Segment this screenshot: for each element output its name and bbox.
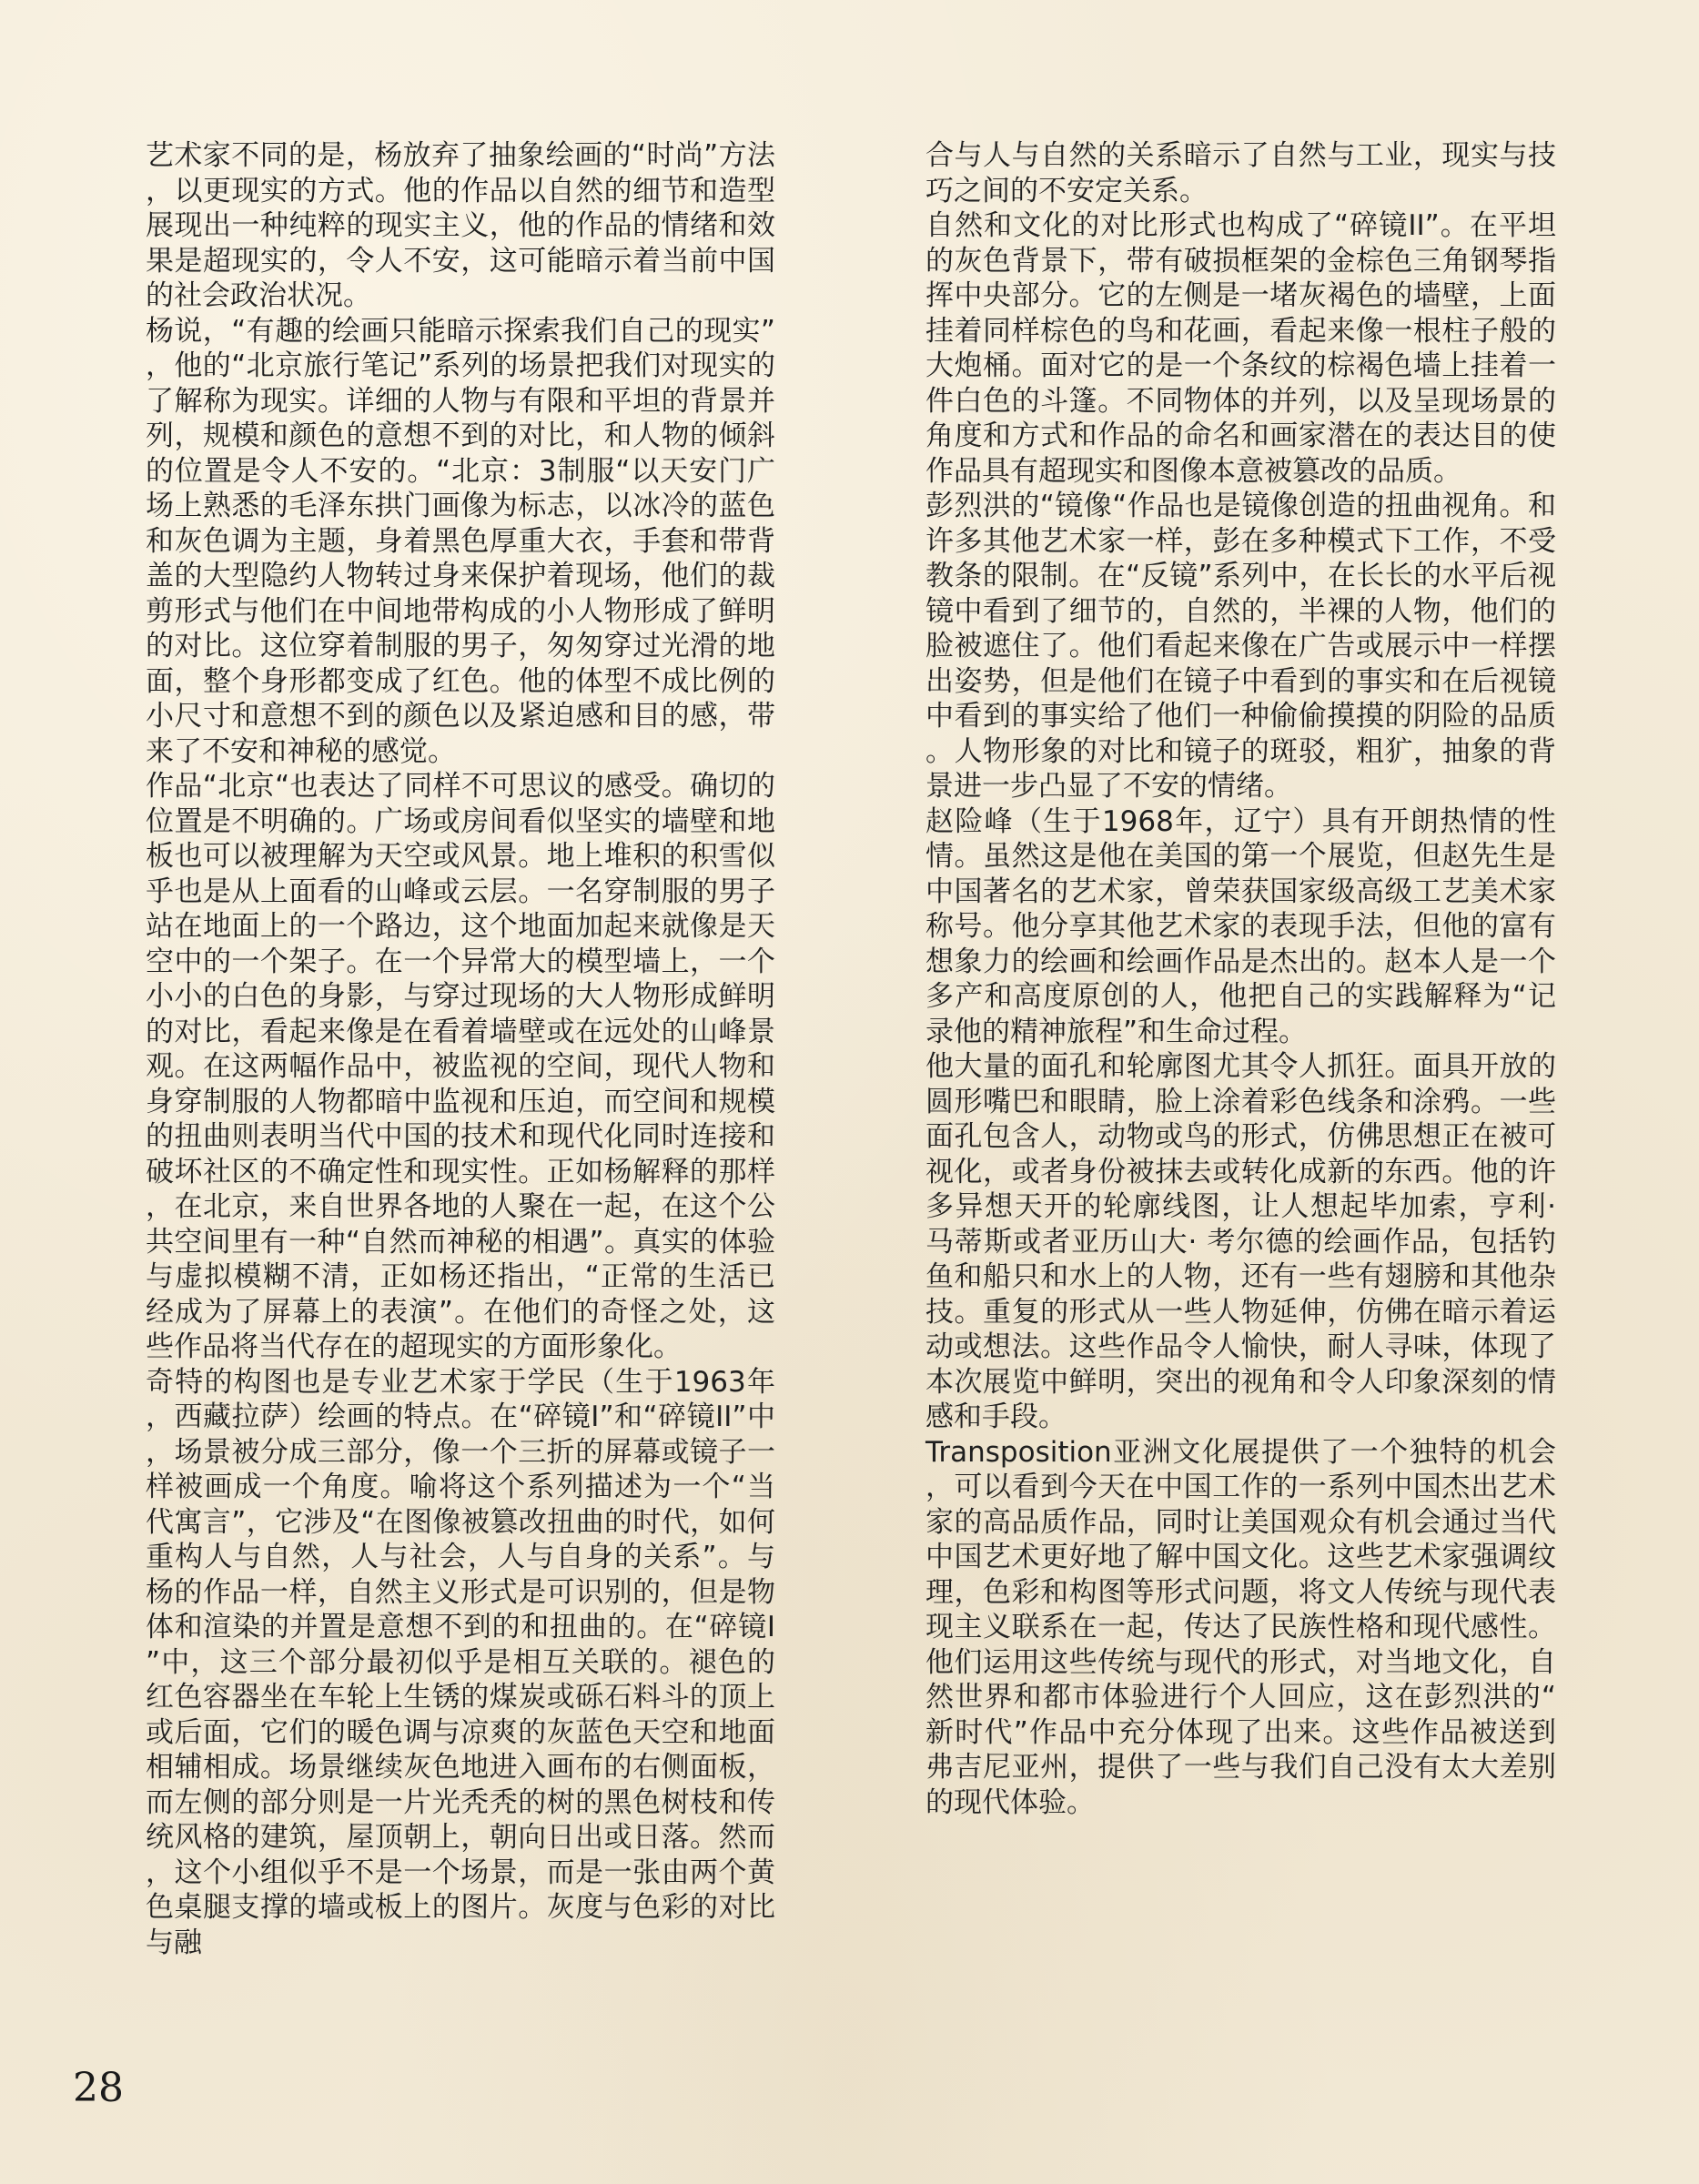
paragraph: 赵险峰（生于1968年，辽宁）具有开朗热情的性情。虽然这是他在美国的第一个展览，但赵先生是中国著名的艺术家，曾荣获国家级高级工艺美术家称号。他分享其他艺术家的表现手法，但他的富有想象力的绘画和绘画作品是杰出的。赵本人是一个多产和高度原创的人，他把自己的实践解释为“记录他的精神旅程”和生命过程。 bbox=[925, 804, 1556, 1048]
paragraph: 他大量的面孔和轮廓图尤其令人抓狂。面具开放的圆形嘴巴和眼睛，脸上涂着彩色线条和涂鸦。一些面孔包含人，动物或鸟的形式，仿佛思想正在被可视化，或者身份被抹去或转化成新的东西。他的许多异想天开的轮廓线图，让人想起毕加索，亨利· 马蒂斯或者亚历山大· 考尔德的绘画作品，包括钓鱼和船只和水上的人物，还有一些有翅膀和其他杂技。重复的形式从一些人物延伸，仿佛在暗示着运动或想法。这些作品令人愉快，耐人寻味，体现了本次展览中鲜明，突出的视角和令人印象深刻的情感和手段。 bbox=[925, 1050, 1556, 1433]
paragraph: 自然和文化的对比形式也构成了“碎镜II”。在平坦的灰色背景下，带有破损框架的金棕色三角钢琴指挥中央部分。它的左侧是一堵灰褐色的墙壁，上面挂着同样棕色的鸟和花画，看起来像一根柱子般的大炮桶。面对它的是一个条纹的棕褐色墙上挂着一件白色的斗篷。不同物体的并列，以及呈现场景的角度和方式和作品的命名和画家潜在的表达目的使作品具有超现实和图像本意被篡改的品质。 bbox=[925, 209, 1556, 488]
paragraph: Transposition亚洲文化展提供了一个独特的机会，可以看到今天在中国工作的一系列中国杰出艺术家的高品质作品，同时让美国观众有机会通过当代中国艺术更好地了解中国文化。这些艺术家强调纹理，色彩和构图等形式问题，将文人传统与现代表现主义联系在一起，传达了民族性格和现代感性。他们运用这些传统与现代的形式，对当地文化，自然世界和都市体验进行个人回应，这在彭烈洪的“新时代”作品中充分体现了出来。这些作品被送到弗吉尼亚州，提供了一些与我们自己没有太大差别的现代体验。 bbox=[925, 1435, 1556, 1819]
right-text-column bbox=[925, 138, 1556, 1820]
page-number: 28 bbox=[73, 2065, 124, 2111]
paragraph: 合与人与自然的关系暗示了自然与工业，现实与技巧之间的不安定关系。 bbox=[925, 139, 1556, 207]
paragraph: 彭烈洪的“镜像“作品也是镜像创造的扭曲视角。和许多其他艺术家一样，彭在多种模式下工作，不受教条的限制。在“反镜”系列中，在长长的水平后视镜中看到了细节的，自然的，半裸的人物，他们的脸被遮住了。他们看起来像在广告或展示中一样摆出姿势，但是他们在镜子中看到的事实和在后视镜中看到的事实给了他们一种偷偷摸摸的阴险的品质。人物形象的对比和镜子的斑驳，粗犷，抽象的背景进一步凸显了不安的情绪。 bbox=[925, 490, 1556, 803]
paragraph: 杨说，“有趣的绘画只能暗示探索我们自己的现实”，他的“北京旅行笔记”系列的场景把我们对现实的了解称为现实。详细的人物与有限和平坦的背景并列，规模和颜色的意想不到的对比，和人物的倾斜的位置是令人不安的。“北京：3制服“以天安门广场上熟悉的毛泽东拱门画像为标志，以冰冷的蓝色和灰色调为主题，身着黑色厚重大衣，手套和带背盖的大型隐约人物转过身来保护着现场，他们的裁剪形式与他们在中间地带构成的小人物形成了鲜明的对比。这位穿着制服的男子，匆匆穿过光滑的地面，整个身形都变成了红色。他的体型不成比例的小尺寸和意想不到的颜色以及紧迫感和目的感，带来了不安和神秘的感觉。 bbox=[146, 314, 775, 768]
paragraph: 奇特的构图也是专业艺术家于学民（生于1963年，西藏拉萨）绘画的特点。在“碎镜I”和“碎镜II”中，场景被分成三部分，像一个三折的屏幕或镜子一样被画成一个角度。喻将这个系列描述为一个“当代寓言”，它涉及“在图像被篡改扭曲的时代，如何重构人与自然，人与社会，人与自身的关系”。与杨的作品一样，自然主义形式是可识别的，但是物体和渲染的并置是意想不到的和扭曲的。在“碎镜I”中，这三个部分最初似乎是相互关联的。褪色的红色容器坐在车轮上生锈的煤炭或砾石料斗的顶上或后面，它们的暖色调与凉爽的灰蓝色天空和地面相辅相成。场景继续灰色地进入画布的右侧面板，而左侧的部分则是一片光秃秃的树的黑色树枝和传统风格的建筑，屋顶朝上，朝向日出或日落。然而，这个小组似乎不是一个场景，而是一张由两个黄色桌腿支撑的墙或板上的图片。灰度与色彩的对比与融 bbox=[146, 1365, 775, 1959]
paragraph: 作品“北京“也表达了同样不可思议的感受。确切的位置是不明确的。广场或房间看似坚实的墙壁和地板也可以被理解为天空或风景。地上堆积的积雪似乎也是从上面看的山峰或云层。一名穿制服的男子站在地面上的一个路边，这个地面加起来就像是天空中的一个架子。在一个异常大的模型墙上，一个小小的白色的身影，与穿过现场的大人物形成鲜明的对比，看起来像是在看着墙壁或在远处的山峰景观。在这两幅作品中，被监视的空间，现代人物和身穿制服的人物都暗中监视和压迫，而空间和规模的扭曲则表明当代中国的技术和现代化同时连接和破坏社区的不确定性和现实性。正如杨解释的那样，在北京，来自世界各地的人聚在一起，在这个公共空间里有一种“自然而神秘的相遇”。真实的体验与虚拟模糊不清，正如杨还指出，“正常的生活已经成为了屏幕上的表演”。在他们的奇怪之处，这些作品将当代存在的超现实的方面形象化。 bbox=[146, 770, 775, 1363]
paragraph: 艺术家不同的是，杨放弃了抽象绘画的“时尚”方法，以更现实的方式。他的作品以自然的细节和造型展现出一种纯粹的现实主义，他的作品的情绪和效果是超现实的，令人不安，这可能暗示着当前中国的社会政治状况。 bbox=[146, 139, 775, 312]
left-text-column bbox=[146, 138, 775, 1960]
